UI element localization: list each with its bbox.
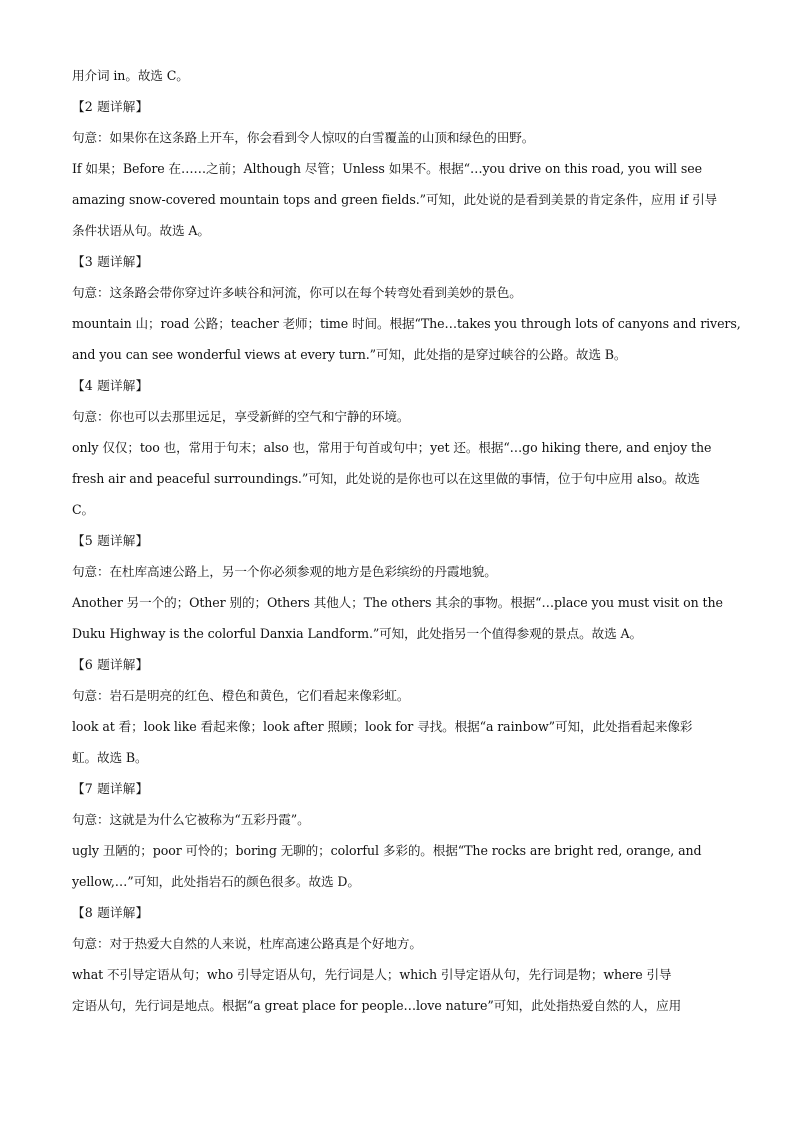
text-line: 句意：对于热爱大自然的人来说，杜库高速公路真是个好地方。 <box>72 936 422 951</box>
text-line: look at 看；look like 看起来像；look after 照顾；look for 寻找。根据“a rainbow”可知，此处指看起来像彩 <box>72 719 693 734</box>
text-line: 句意：这条路会带你穿过许多峡谷和河流，你可以在每个转弯处看到美妙的景色。 <box>72 285 522 300</box>
text-line: 定语从句，先行词是地点。根据“a great place for people…love nature”可知，此处指热爱自然的人，应用 <box>72 998 682 1013</box>
text-line: and you can see wonderful views at every turn.”可知，此处指的是穿过峡谷的公路。故选 B。 <box>72 347 627 362</box>
text-line: Duku Highway is the colorful Danxia Landform.”可知，此处指另一个值得参观的景点。故选 A。 <box>72 626 642 641</box>
text-line: fresh air and peaceful surroundings.”可知，此处说的是你也可以在这里做的事情，位于句中应用 also。故选 <box>72 471 700 486</box>
text-line: 句意：这就是为什么它被称为“五彩丹霞”。 <box>72 812 310 827</box>
text-line: what 不引导定语从句；who 引导定语从句，先行词是人；which 引导定语从句，先行词是物；where 引导 <box>72 967 672 982</box>
text-line: amazing snow-covered mountain tops and green fields.”可知，此处说的是看到美景的肯定条件，应用 if 引导 <box>72 192 718 207</box>
section-heading: 【6 题详解】 <box>72 657 149 672</box>
section-heading: 【8 题详解】 <box>72 905 149 920</box>
text-line: 句意：在杜库高速公路上，另一个你必须参观的地方是色彩缤纷的丹霞地貌。 <box>72 564 497 579</box>
section-heading: 【7 题详解】 <box>72 781 149 796</box>
text-line: 用介词 in。故选 C。 <box>72 68 189 83</box>
document-body <box>72 60 741 1021</box>
section-heading: 【3 题详解】 <box>72 254 149 269</box>
section-heading: 【4 题详解】 <box>72 378 149 393</box>
text-line: 条件状语从句。故选 A。 <box>72 223 210 238</box>
text-line: If 如果；Before 在……之前；Although 尽管；Unless 如果不。根据“…you drive on this road, you will see <box>72 161 702 176</box>
text-line: C。 <box>72 502 95 517</box>
text-line: 句意：岩石是明亮的红色、橙色和黄色，它们看起来像彩虹。 <box>72 688 410 703</box>
text-line: 虹。故选 B。 <box>72 750 148 765</box>
text-line: ugly 丑陋的；poor 可怜的；boring 无聊的；colorful 多彩的。根据“The rocks are bright red, orange, and <box>72 843 702 858</box>
text-line: Another 另一个的；Other 别的；Others 其他人；The others 其余的事物。根据“…place you must visit on the <box>72 595 723 610</box>
section-heading: 【2 题详解】 <box>72 99 149 114</box>
text-line: 句意：你也可以去那里远足，享受新鲜的空气和宁静的环境。 <box>72 409 410 424</box>
text-line: yellow,…”可知，此处指岩石的颜色很多。故选 D。 <box>72 874 360 889</box>
text-line: mountain 山；road 公路；teacher 老师；time 时间。根据“The…takes you through lots of canyons and rivers, <box>72 316 741 331</box>
text-line: only 仅仅；too 也，常用于句末；also 也，常用于句首或句中；yet 还。根据“…go hiking there, and enjoy the <box>72 440 712 455</box>
section-heading: 【5 题详解】 <box>72 533 149 548</box>
text-line: 句意：如果你在这条路上开车，你会看到令人惊叹的白雪覆盖的山顶和绿色的田野。 <box>72 130 535 145</box>
